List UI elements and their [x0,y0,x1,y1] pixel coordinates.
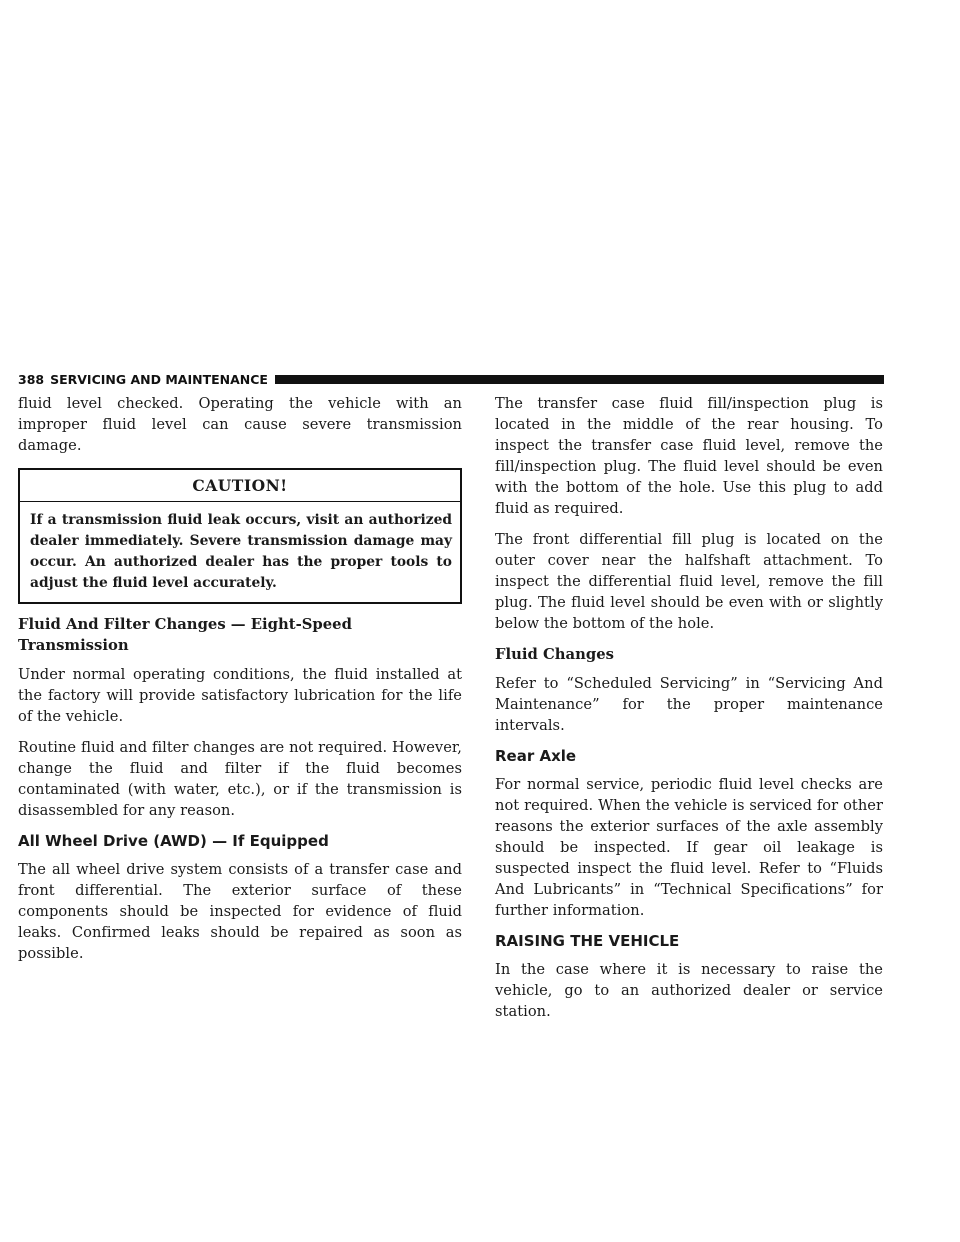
front-differential-paragraph: The front differential fill plug is located on the outer cover near the halfshaft attachment. To inspect the differential fluid level, remove the fill plug. The fluid level should be even with or slightly below the bottom of the hole. [495,531,883,632]
fluid-filter-paragraph-2: Routine fluid and filter changes are not required. However, change the fluid and filter if the fluid becomes contaminated (with water, etc.), or if the transmission is disassembled for any reason. [18,739,462,819]
page-number: 388 [18,371,45,387]
caution-box [18,468,462,604]
fluid-changes-paragraph: Refer to “Scheduled Servicing” in “Servicing And Maintenance” for the proper maintenance intervals. [495,675,883,734]
awd-paragraph: The all wheel drive system consists of a transfer case and front differential. The exterior surface of these components should be inspected for evidence of fluid leaks. Confirmed leaks should be repaired as soon as possible. [18,861,462,962]
intro-paragraph: fluid level checked. Operating the vehicle with an improper fluid level can cause severe transmission damage. [18,395,462,454]
caution-body: If a transmission fluid leak occurs, visit an authorized dealer immediately. Severe transmission damage may occur. An authorized dealer has the proper tools to adjust the fluid level accurately. [30,512,452,591]
left-column [18,393,462,974]
transfer-case-paragraph: The transfer case fluid fill/inspection plug is located in the middle of the rear housing. To inspect the transfer case fluid level, remove the fill/inspection plug. The fluid level should be even with the bottom of the hole. Use this plug to add fluid as required. [495,395,883,517]
caution-title: CAUTION! [20,470,460,502]
rear-axle-paragraph: For normal service, periodic fluid level checks are not required. When the vehicle is serviced for other reasons the exterior surfaces of the axle assembly should be inspected. If gear oil leakage is suspected inspect the fluid level. Refer to “Fluids And Lubricants” in “Technical Specifications” for further information. [495,776,883,919]
fluid-changes-heading: Fluid Changes [495,646,614,663]
header-rule [275,375,884,384]
page-header [18,369,884,389]
awd-heading: All Wheel Drive (AWD) — If Equipped [18,832,329,850]
fluid-filter-heading: Fluid And Filter Changes — Eight-Speed Transmission [18,616,352,654]
right-column [495,393,883,1032]
raising-vehicle-paragraph: In the case where it is necessary to raise the vehicle, go to an authorized dealer or service station. [495,961,883,1020]
rear-axle-heading: Rear Axle [495,747,577,765]
raising-vehicle-heading: RAISING THE VEHICLE [495,932,680,950]
section-title: SERVICING AND MAINTENANCE [50,371,268,387]
fluid-filter-paragraph-1: Under normal operating conditions, the fluid installed at the factory will provide satisfactory lubrication for the life of the vehicle. [18,666,462,725]
